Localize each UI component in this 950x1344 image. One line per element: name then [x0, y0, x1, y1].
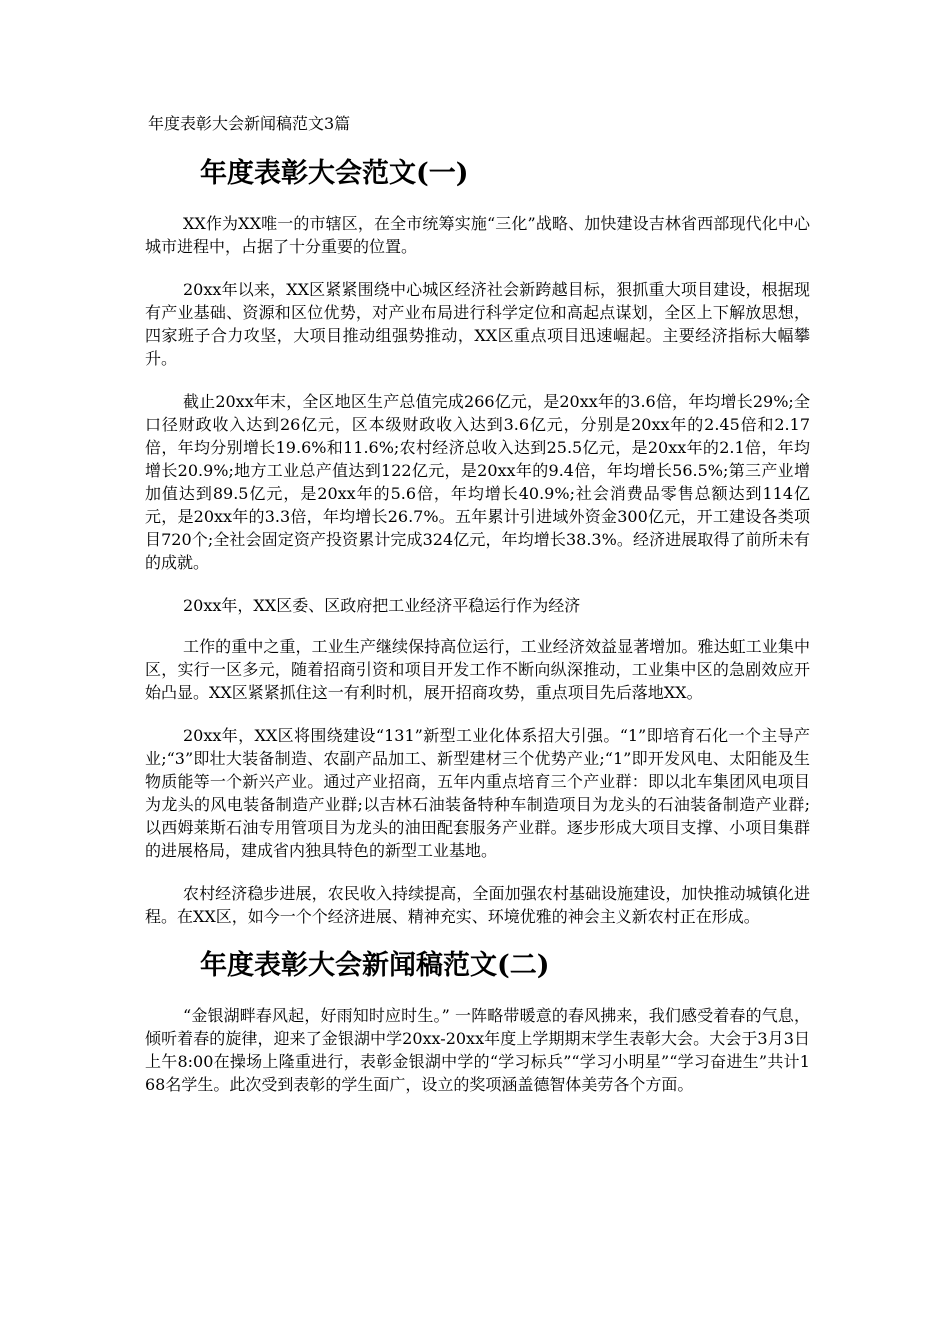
paragraph: 工作的重中之重，工业生产继续保持高位运行，工业经济效益显著增加。雅达虹工业集中区，实行一区多元，随着招商引资和项目开发工作不断向纵深推动，工业集中区的急剧效应开始凸显。XX区紧紧抓住这一有利时机，展开招商攻势，重点项目先后落地XX。 — [145, 637, 810, 702]
section-one — [145, 156, 810, 928]
section-heading-two: 年度表彰大会新闻稿范文(二) — [200, 950, 550, 981]
paragraph: 20xx年以来，XX区紧紧围绕中心城区经济社会新跨越目标，狠抓重大项目建设，根据现有产业基础、资源和区位优势，对产业布局进行科学定位和高起点谋划，全区上下解放思想，四家班子合力攻坚，大项目推动组强势推动，XX区重点项目迅速崛起。主要经济指标大幅攀升。 — [145, 280, 810, 368]
paragraph: 截止20xx年末，全区地区生产总值完成266亿元，是20xx年的3.6倍，年均增长29%;全口径财政收入达到26亿元，区本级财政收入达到3.6亿元，分别是20xx年的2.45倍和2.17倍，年均分别增长19.6%和11.6%;农村经济总收入达到25.5亿元，是20xx年的2.1倍，年均增长20.9%;地方工业总产值达到122亿元，是20xx年的9.4倍，年均增长56.5%;第三产业增加值达到89.5亿元，是20xx年的5.6倍，年均增长40.9%;社会消费品零售总额达到114亿元，是20xx年的3.3倍，年均增长26.7%。五年累计引进域外资金300亿元，开工建设各类项目720个;全社会固定资产投资累计完成324亿元，年均增长38.3%。经济进展取得了前所未有的成就。 — [145, 392, 810, 572]
document-page — [145, 112, 810, 1116]
paragraph: 20xx年，XX区委、区政府把工业经济平稳运行作为经济 — [183, 596, 581, 615]
document-title: 年度表彰大会新闻稿范文3篇 — [148, 114, 351, 133]
paragraph: 农村经济稳步进展，农民收入持续提高，全面加强农村基础设施建设，加快推动城镇化进程。在XX区，如今一个个经济进展、精神充实、环境优雅的神会主义新农村正在形成。 — [145, 884, 810, 926]
paragraph: 20xx年，XX区将围绕建设“131”新型工业化体系招大引强。“1”即培育石化一个主导产业;“3”即壮大装备制造、农副产品加工、新型建材三个优势产业;“1”即开发风电、太阳能及生物质能等一个新兴产业。通过产业招商，五年内重点培育三个产业群：即以北车集团风电项目为龙头的风电装备制造产业群;以吉林石油装备特种车制造项目为龙头的石油装备制造产业群;以西姆莱斯石油专用管项目为龙头的油田配套服务产业群。逐步形成大项目支撑、小项目集群的进展格局，建成省内独具特色的新型工业基地。 — [145, 726, 810, 860]
section-heading-one: 年度表彰大会范文(一) — [200, 158, 469, 189]
paragraph: XX作为XX唯一的市辖区，在全市统筹实施“三化”战略、加快建设吉林省西部现代化中心城市进程中，占据了十分重要的位置。 — [145, 214, 810, 256]
paragraph: “金银湖畔春风起，好雨知时应时生。” 一阵略带暖意的春风拂来，我们感受着春的气息，倾听着春的旋律，迎来了金银湖中学20xx-20xx年度上学期期末学生表彰大会。大会于3月3日上午8:00在操场上隆重进行，表彰金银湖中学的“学习标兵”“学习小明星”“学习奋进生”共计168名学生。此次受到表彰的学生面广，设立的奖项涵盖德智体美劳各个方面。 — [145, 1006, 810, 1094]
section-two — [145, 948, 810, 1096]
